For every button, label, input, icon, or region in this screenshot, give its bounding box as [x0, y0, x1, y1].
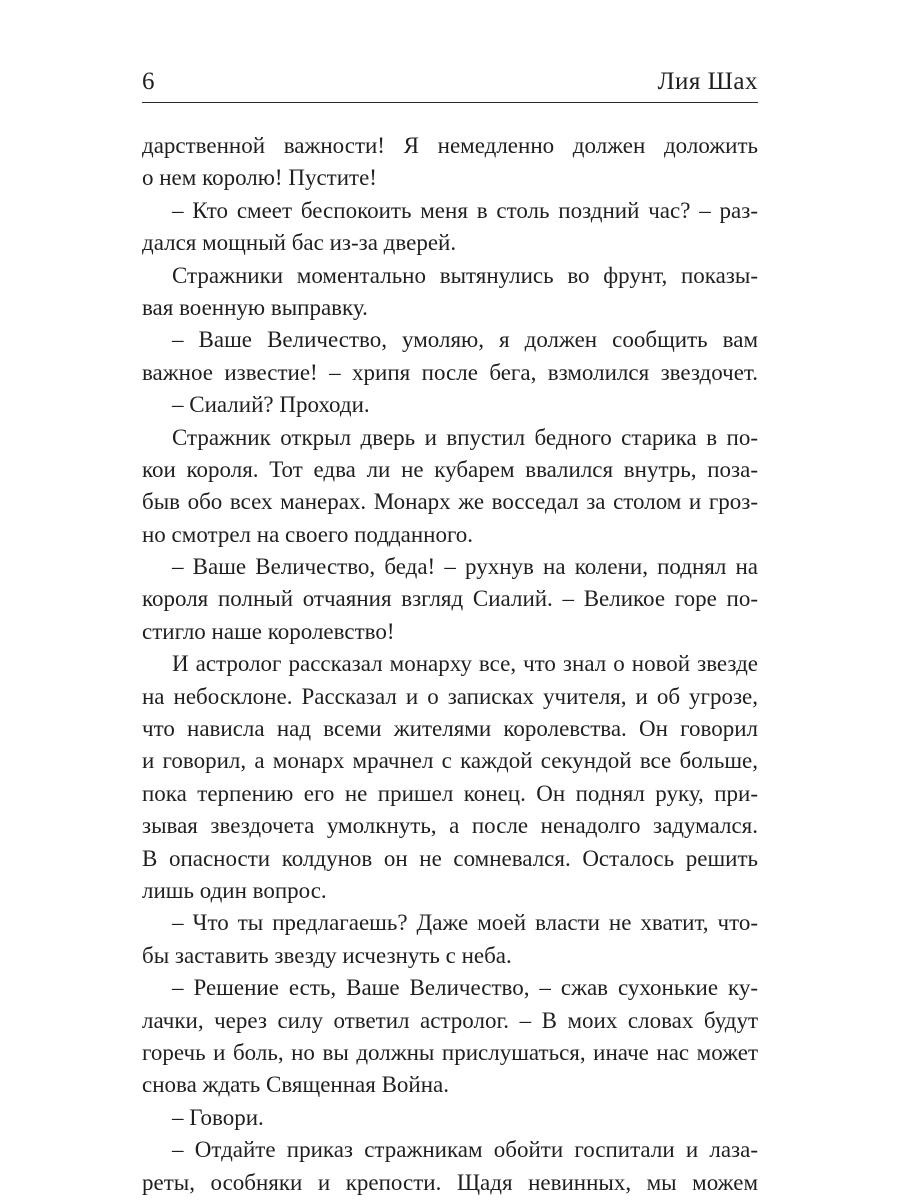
text-line: – Сиалий? Проходи. — [172, 392, 370, 418]
text-line: – Что ты предлагаешь? Даже моей власти не хватит, что- — [172, 910, 758, 936]
text-line: – Говори. — [172, 1104, 264, 1130]
text-line: короля полный отчаяния взгляд Сиалий. – Великое горе по- — [142, 586, 758, 612]
text-line: дарственной важности! Я немедленно должен доложить — [142, 133, 758, 158]
text-line: кои короля. Тот едва ли не кубарем ввалился внутрь, поза- — [142, 456, 758, 482]
text-line: и говорил, а монарх мрачнел с каждой секундой все больше, — [142, 748, 758, 774]
page-number: 6 — [142, 68, 155, 95]
text-line: зывая звездочета умолкнуть, а после ненадолго задумался. — [142, 813, 758, 839]
text-line: В опасности колдунов он не сомневался. Осталось решить — [142, 845, 758, 871]
text-line: – Решение есть, Ваше Величество, – сжав сухонькие ку- — [172, 975, 758, 1001]
text-line: горечь и боль, но вы должны прислушаться, иначе нас может — [142, 1039, 758, 1065]
text-line: на небосклоне. Рассказал и о записках учителя, и об угрозе, — [142, 683, 758, 709]
text-line: Стражник открыл дверь и впустил бедного старика в по- — [172, 424, 758, 450]
running-header — [142, 66, 758, 103]
text-line: но смотрел на своего подданного. — [142, 521, 474, 547]
text-line: – Кто смеет беспокоить меня в столь поздний час? – раз- — [172, 197, 758, 223]
text-line: дался мощный бас из-за дверей. — [142, 230, 457, 256]
text-line: о нем королю! Пустите! — [142, 165, 377, 191]
text-line: стигло наше королевство! — [142, 618, 395, 644]
text-line: Стражники моментально вытянулись во фрунт, показы- — [172, 262, 758, 288]
text-line: снова ждать Священная Война. — [142, 1072, 449, 1098]
text-line: – Ваше Величество, беда! – рухнув на колени, поднял на — [172, 554, 758, 580]
text-line: лачки, через силу ответил астролог. – В моих словах будут — [142, 1007, 758, 1033]
text-line: быв обо всех манерах. Монарх же восседал за столом и гроз- — [142, 489, 758, 515]
text-line: лишь один вопрос. — [142, 877, 327, 903]
text-line: что нависла над всеми жителями королевства. Он говорил — [142, 716, 758, 742]
text-line: – Ваше Величество, умоляю, я должен сообщить вам — [172, 327, 758, 353]
text-line: бы заставить звезду исчезнуть с неба. — [142, 942, 512, 968]
text-line: пока терпению его не пришел конец. Он поднял руку, при- — [142, 780, 758, 806]
text-line: важное известие! – хрипя после бега, взмолился звездочет. — [142, 359, 758, 385]
text-line: – Отдайте приказ стражникам обойти госпитали и лаза- — [172, 1137, 758, 1163]
author-name: Лия Шах — [657, 68, 758, 95]
text-line: И астролог рассказал монарху все, что знал о новой звезде — [172, 651, 758, 677]
body-text — [142, 130, 758, 1199]
text-line: реты, особняки и крепости. Щадя невинных, мы можем — [142, 1169, 758, 1195]
text-line: вая военную выправку. — [142, 294, 368, 320]
